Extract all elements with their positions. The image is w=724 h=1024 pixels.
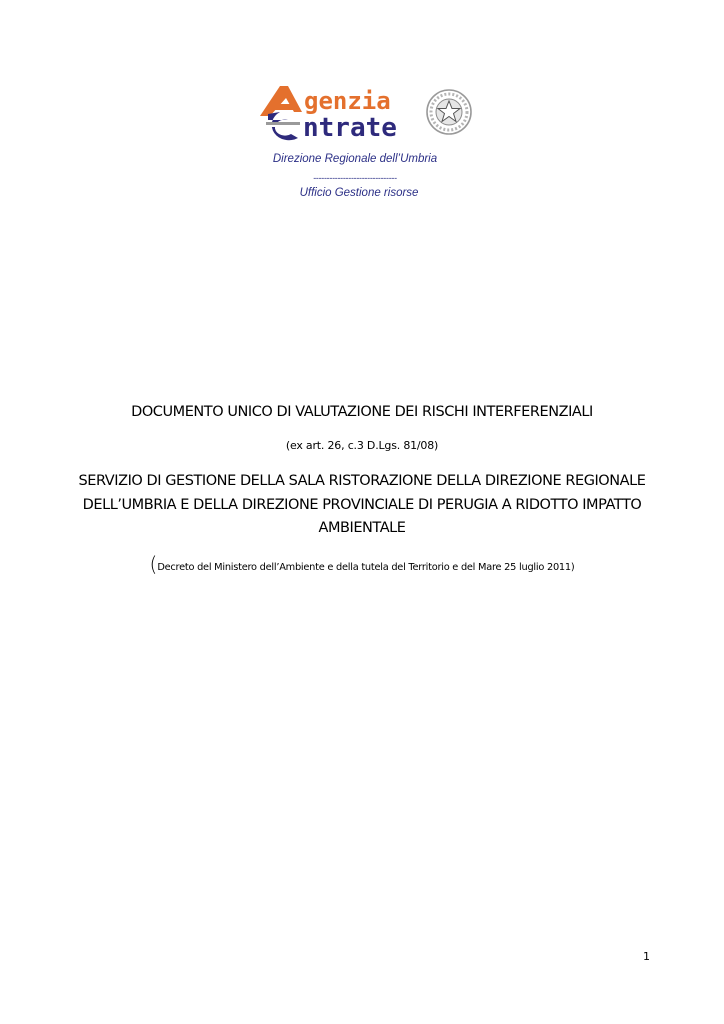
logo-text-line2: ntrate — [303, 113, 397, 142]
decree-open-paren: ( — [149, 552, 158, 576]
page-number: 1 — [643, 950, 650, 963]
document-reference: (ex art. 26, c.3 D.Lgs. 81/08) — [285, 439, 439, 452]
logo-text-line1: genzia — [304, 87, 391, 115]
office-line-unit: Ufficio Gestione risorse — [299, 187, 419, 199]
decree-reference — [0, 552, 724, 576]
decree-text: Decreto del Ministero dell’Ambiente e della tutela del Territorio e del Mare 25 luglio 2011) — [157, 562, 575, 573]
service-title: SERVIZIO DI GESTIONE DELLA SALA RISTORAZIONE DELLA DIREZIONE REGIONALE DELL’UMBRIA E DELLA DIREZIONE PROVINCIALE DI PERUGIA A RIDOTTO IMPATTO AMBIENTALE — [78, 473, 646, 536]
agenzia-entrate-logo — [256, 82, 474, 142]
logo-a-shape — [260, 86, 302, 116]
office-line-regional: Direzione Regionale dell’Umbria — [272, 153, 438, 165]
document-title: DOCUMENTO UNICO DI VALUTAZIONE DEI RISCHI INTERFERENZIALI — [131, 404, 593, 420]
logo-orange-bar — [268, 104, 296, 110]
italian-republic-emblem-icon — [427, 90, 471, 134]
office-separator: ------------------------------- — [313, 173, 397, 183]
